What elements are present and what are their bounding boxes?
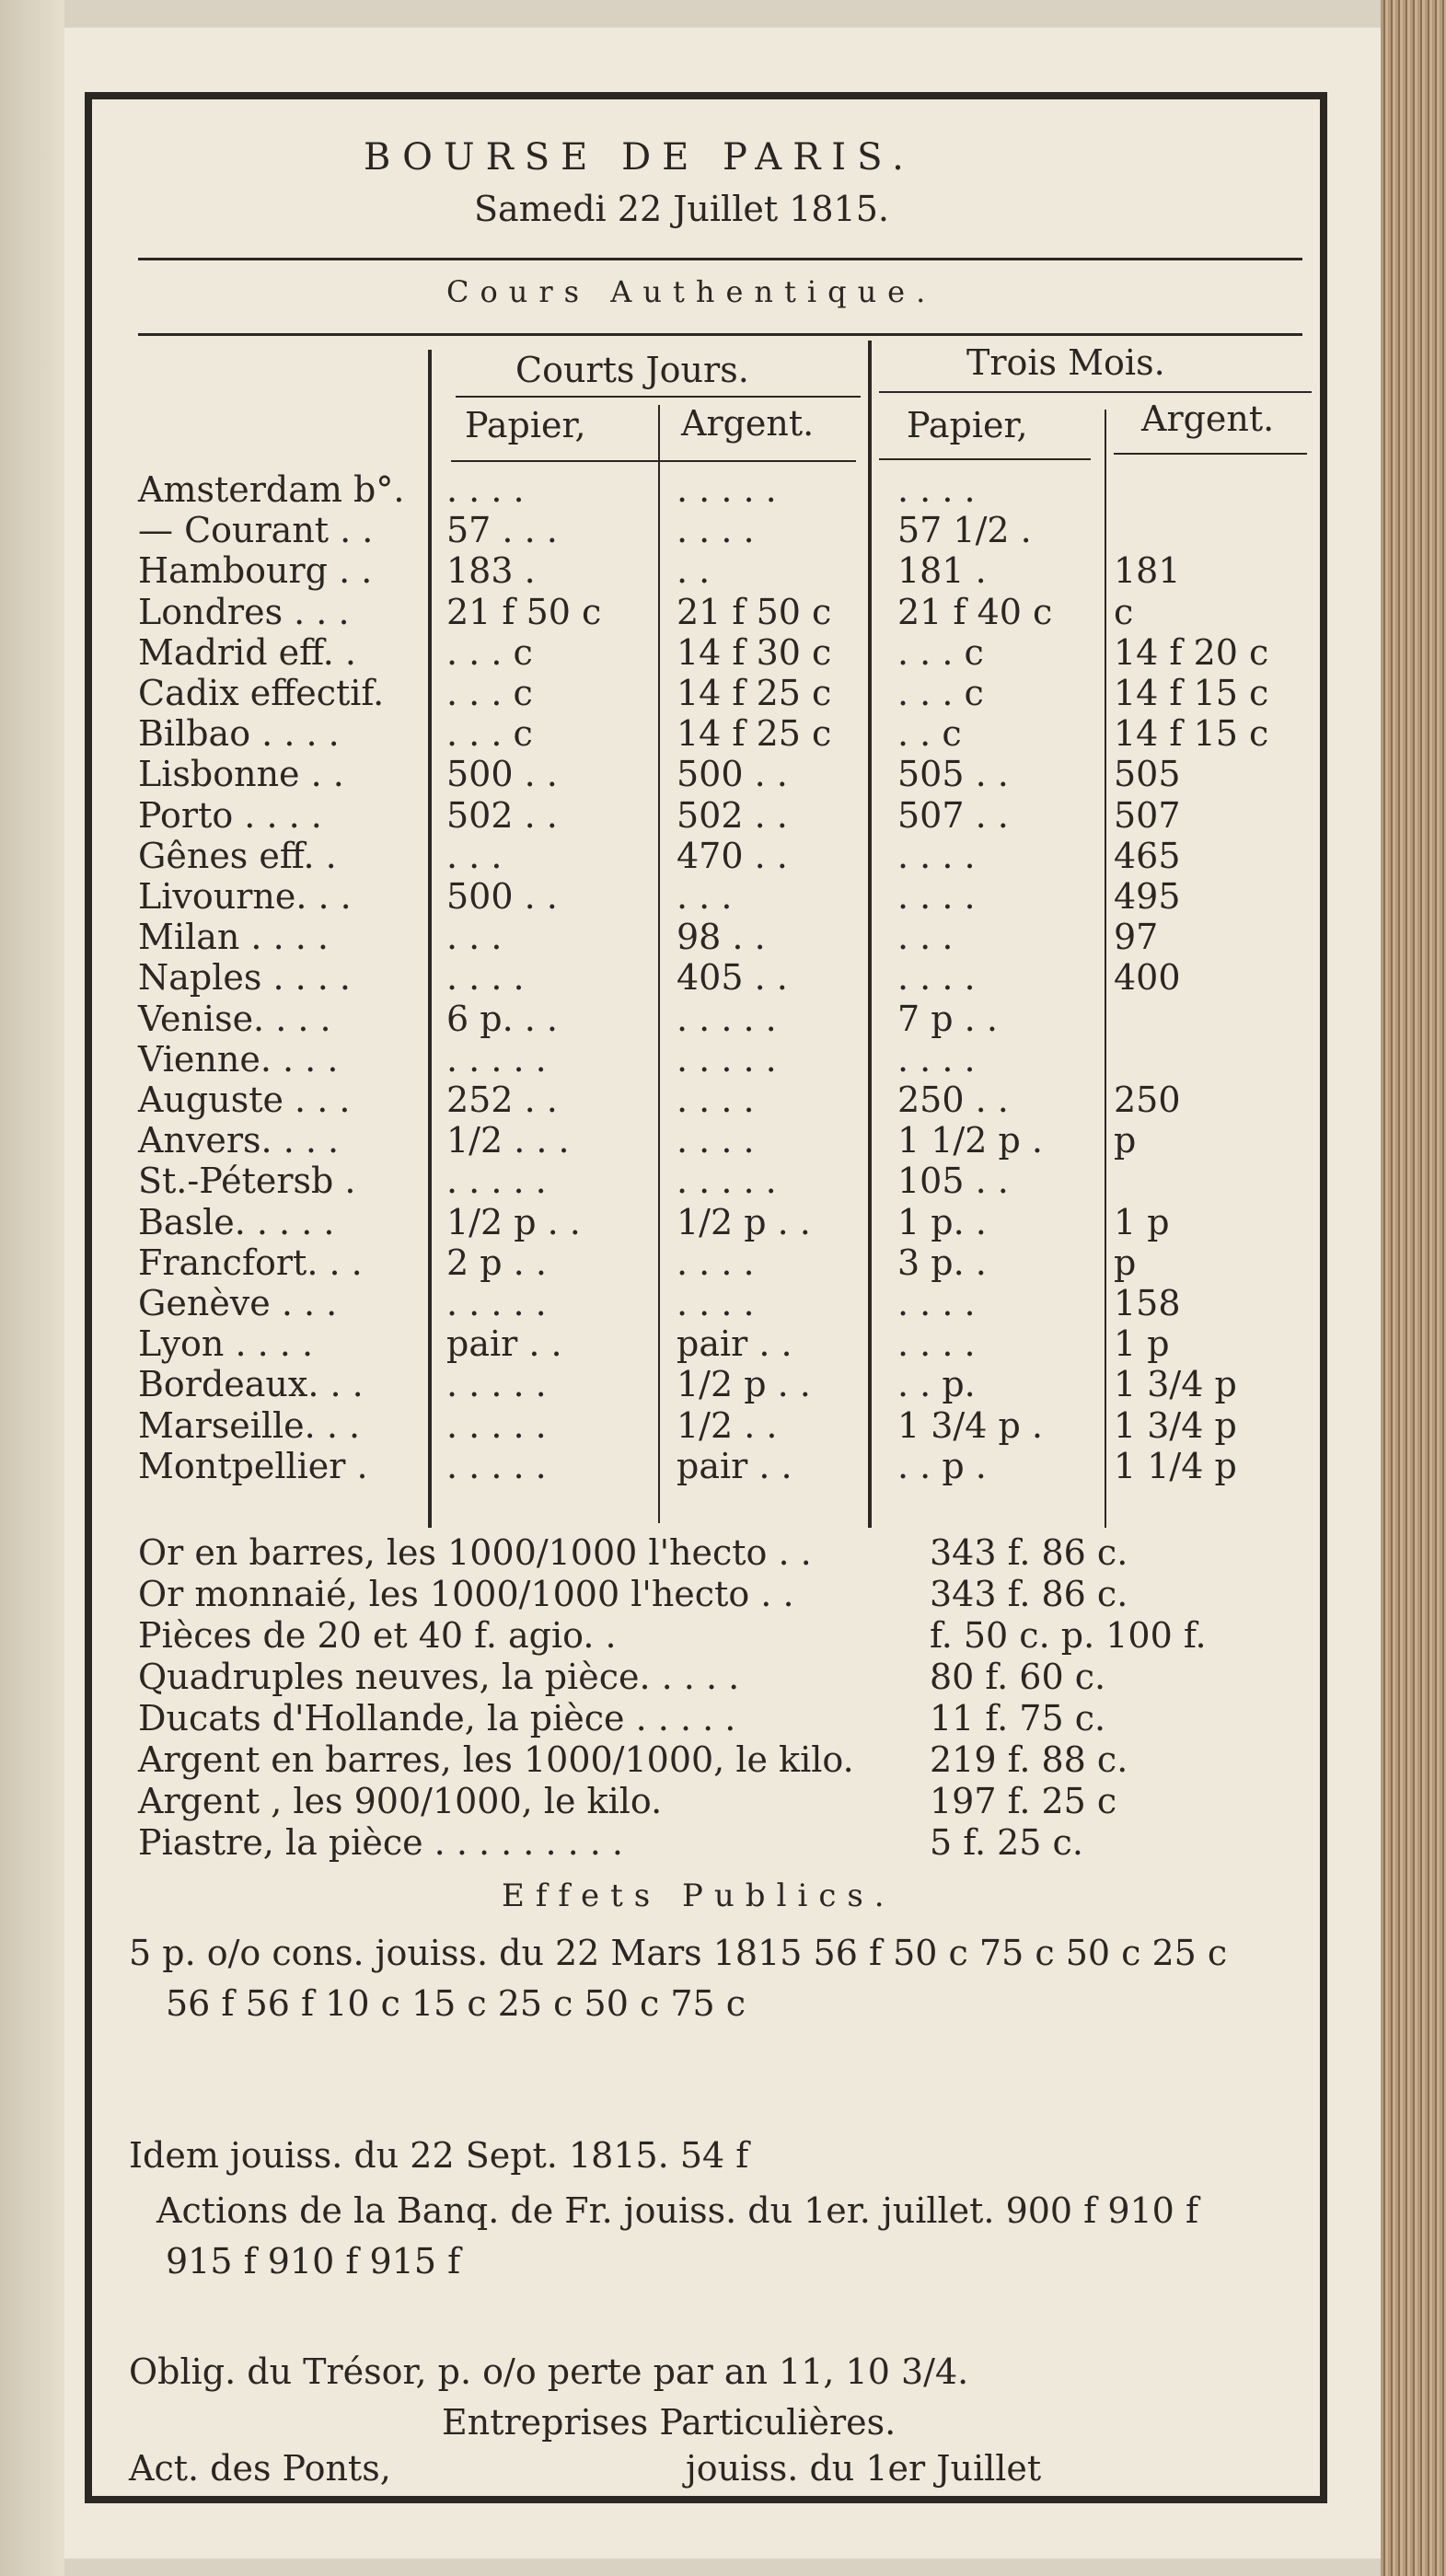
- row-cell-c3: . . . c: [897, 632, 984, 673]
- row-place: Montpellier .: [138, 1446, 368, 1486]
- row-cell-c2: 500 . .: [677, 754, 788, 794]
- row-cell-c2: pair . .: [677, 1446, 792, 1486]
- row-cell-c2: . . . . .: [677, 1039, 777, 1080]
- row-cell-c3: . . c: [897, 713, 962, 754]
- row-cell-c2: 502 . .: [677, 795, 788, 836]
- row-cell-c2: 470 . .: [677, 836, 788, 876]
- col-header-argent-2: Argent.: [1141, 399, 1275, 439]
- row-place: Basle. . . . .: [138, 1202, 335, 1242]
- row-place: Bilbao . . . .: [138, 713, 340, 754]
- row-cell-c1: 57 . . .: [446, 510, 558, 550]
- header-rule: [138, 258, 1302, 260]
- row-cell-c1: . . . . .: [446, 1364, 547, 1404]
- row-cell-c3: 250 . .: [897, 1080, 1009, 1120]
- row-place: — Courant . .: [138, 510, 374, 550]
- row-cell-c1: . . . c: [446, 713, 533, 754]
- row-cell-c2: . . .: [677, 876, 733, 917]
- metal-label: Quadruples neuves, la pièce. . . . .: [138, 1657, 740, 1697]
- row-cell-c2: 14 f 30 c: [677, 632, 832, 673]
- header-underline-right: [1114, 453, 1307, 455]
- row-cell-c2: . . . . .: [677, 999, 777, 1039]
- row-cell-c3: . . . .: [897, 1283, 976, 1323]
- row-place: Lyon . . . .: [138, 1323, 314, 1364]
- metal-label: Piastre, la pièce . . . . . . . . .: [138, 1822, 624, 1863]
- row-place: Auguste . . .: [138, 1080, 351, 1120]
- row-cell-c2: 14 f 25 c: [677, 713, 832, 754]
- page-edges: [1381, 0, 1446, 2576]
- col-header-papier-2: Papier,: [907, 405, 1028, 445]
- col-rule-3: [868, 341, 872, 1528]
- row-cell-c2: . . . . .: [677, 1161, 777, 1201]
- row-cell-c4: 1 3/4 p: [1114, 1405, 1237, 1446]
- metal-value: 197 f. 25 c: [930, 1781, 1117, 1821]
- row-cell-c3: . . . c: [897, 673, 984, 713]
- row-cell-c1: . . . . .: [446, 1405, 547, 1446]
- row-cell-c1: pair . .: [446, 1323, 562, 1364]
- row-place: Milan . . . .: [138, 917, 329, 957]
- effets-line-6: Oblig. du Trésor, p. o/o perte par an 11, 10 3/4.: [129, 2351, 969, 2392]
- row-cell-c3: 181 .: [897, 550, 987, 591]
- row-cell-c2: 98 . .: [677, 917, 766, 957]
- effets-line-8: jouiss. du 1er Juillet: [686, 2448, 1042, 2489]
- book-gutter: [0, 0, 64, 2576]
- row-place: Bordeaux. . .: [138, 1364, 364, 1404]
- row-cell-c1: . . . .: [446, 957, 525, 998]
- row-cell-c4: 1 p: [1114, 1202, 1170, 1242]
- entreprises-heading: Entreprises Particulières.: [442, 2402, 897, 2443]
- row-cell-c4: 505: [1114, 754, 1181, 794]
- group-header-courts-jours: Courts Jours.: [515, 350, 749, 390]
- row-place: Livourne. . .: [138, 876, 352, 917]
- row-place: Londres . . .: [138, 592, 350, 632]
- row-place: Porto . . . .: [138, 795, 322, 836]
- col-rule-4: [1105, 410, 1106, 1528]
- row-cell-c1: 1/2 p . .: [446, 1202, 581, 1242]
- row-cell-c4: 181: [1114, 550, 1181, 591]
- row-cell-c2: . . . .: [677, 510, 755, 550]
- row-cell-c3: 1 p. .: [897, 1202, 987, 1242]
- group-header-trois-mois: Trois Mois.: [966, 342, 1165, 383]
- row-cell-c1: . . . .: [446, 469, 525, 510]
- row-cell-c3: 1 1/2 p .: [897, 1120, 1043, 1161]
- row-cell-c2: . . . .: [677, 1283, 755, 1323]
- metal-label: Argent , les 900/1000, le kilo.: [138, 1781, 663, 1821]
- col-header-papier-1: Papier,: [465, 405, 586, 445]
- row-place: Venise. . . .: [138, 999, 331, 1039]
- row-cell-c3: 505 . .: [897, 754, 1009, 794]
- row-cell-c4: p: [1114, 1120, 1137, 1161]
- row-cell-c4: 1 p: [1114, 1323, 1170, 1364]
- row-cell-c2: 1/2 . .: [677, 1405, 778, 1446]
- page-title: BOURSE DE PARIS.: [364, 136, 915, 179]
- row-cell-c2: . .: [677, 550, 711, 591]
- row-cell-c3: . . p.: [897, 1364, 976, 1404]
- row-cell-c1: 183 .: [446, 550, 536, 591]
- row-cell-c1: . . . . .: [446, 1283, 547, 1323]
- row-cell-c1: . . .: [446, 917, 503, 957]
- col-rule-1: [428, 350, 432, 1528]
- row-cell-c4: 465: [1114, 836, 1181, 876]
- page-date: Samedi 22 Juillet 1815.: [474, 189, 889, 229]
- row-cell-c1: . . .: [446, 836, 503, 876]
- row-cell-c1: 502 . .: [446, 795, 558, 836]
- row-cell-c1: . . . . .: [446, 1039, 547, 1080]
- row-place: Francfort. . .: [138, 1242, 363, 1283]
- row-place: Genève . . .: [138, 1283, 338, 1323]
- row-cell-c1: . . . . .: [446, 1161, 547, 1201]
- group-rule-right: [879, 391, 1312, 393]
- row-cell-c1: 252 . .: [446, 1080, 558, 1120]
- metal-value: 343 f. 86 c.: [930, 1532, 1128, 1573]
- effets-line-1: 5 p. o/o cons. jouiss. du 22 Mars 1815 56 f 50 c 75 c 50 c 25 c: [129, 1933, 1228, 1973]
- row-cell-c3: . . p .: [897, 1446, 987, 1486]
- row-cell-c3: 507 . .: [897, 795, 1009, 836]
- row-cell-c4: c: [1114, 592, 1134, 632]
- row-cell-c2: . . . .: [677, 1242, 755, 1283]
- col-rule-2: [658, 405, 660, 1523]
- row-place: Amsterdam b°.: [138, 469, 405, 510]
- row-cell-c2: 21 f 50 c: [677, 592, 832, 632]
- row-cell-c3: 105 . .: [897, 1161, 1009, 1201]
- row-cell-c4: 97: [1114, 917, 1159, 957]
- row-place: Gênes eff. .: [138, 836, 337, 876]
- row-cell-c1: 2 p . .: [446, 1242, 547, 1283]
- metal-label: Pièces de 20 et 40 f. agio. .: [138, 1615, 617, 1656]
- row-cell-c2: . . . .: [677, 1120, 755, 1161]
- row-cell-c2: pair . .: [677, 1323, 792, 1364]
- row-cell-c4: 158: [1114, 1283, 1181, 1323]
- row-cell-c3: 3 p. .: [897, 1242, 987, 1283]
- row-place: Anvers. . . .: [138, 1120, 340, 1161]
- row-cell-c2: 405 . .: [677, 957, 788, 998]
- row-cell-c2: . . . . .: [677, 469, 777, 510]
- row-cell-c1: . . . . .: [446, 1446, 547, 1486]
- row-cell-c2: 1/2 p . .: [677, 1364, 811, 1404]
- row-cell-c2: 14 f 25 c: [677, 673, 832, 713]
- effets-line-3: Idem jouiss. du 22 Sept. 1815. 54 f: [129, 2135, 749, 2176]
- row-place: Vienne. . . .: [138, 1039, 339, 1080]
- metal-label: Argent en barres, les 1000/1000, le kilo.: [138, 1739, 854, 1780]
- row-cell-c4: 1 3/4 p: [1114, 1364, 1237, 1404]
- header-underline-mid: [879, 458, 1091, 460]
- row-cell-c1: . . . c: [446, 673, 533, 713]
- row-place: Cadix effectif.: [138, 673, 385, 713]
- row-cell-c4: 14 f 15 c: [1114, 673, 1269, 713]
- metal-label: Or en barres, les 1000/1000 l'hecto . .: [138, 1532, 812, 1573]
- metal-label: Ducats d'Hollande, la pièce . . . . .: [138, 1698, 736, 1739]
- row-cell-c1: . . . c: [446, 632, 533, 673]
- metal-value: 80 f. 60 c.: [930, 1657, 1106, 1697]
- row-cell-c3: . . . .: [897, 836, 976, 876]
- row-cell-c4: 14 f 15 c: [1114, 713, 1269, 754]
- effets-heading: Effets Publics.: [502, 1877, 896, 1914]
- metal-value: f. 50 c. p. 100 f.: [930, 1615, 1207, 1656]
- row-cell-c3: . . .: [897, 917, 954, 957]
- row-place: Lisbonne . .: [138, 754, 344, 794]
- row-cell-c3: . . . .: [897, 1039, 976, 1080]
- effets-line-5: 915 f 910 f 915 f: [166, 2241, 461, 2281]
- effets-line-4: Actions de la Banq. de Fr. jouiss. du 1er. juillet. 900 f 910 f: [156, 2190, 1199, 2231]
- row-cell-c2: 1/2 p . .: [677, 1202, 811, 1242]
- metal-value: 5 f. 25 c.: [930, 1822, 1083, 1863]
- row-cell-c3: . . . .: [897, 1323, 976, 1364]
- row-cell-c3: 1 3/4 p .: [897, 1405, 1043, 1446]
- row-cell-c4: 495: [1114, 876, 1181, 917]
- row-cell-c3: 21 f 40 c: [897, 592, 1053, 632]
- row-cell-c1: 500 . .: [446, 754, 558, 794]
- effets-line-7: Act. des Ponts,: [129, 2448, 391, 2489]
- row-place: Madrid eff. .: [138, 632, 356, 673]
- row-cell-c1: 6 p. . .: [446, 999, 558, 1039]
- row-place: Hambourg . .: [138, 550, 373, 591]
- row-cell-c4: 1 1/4 p: [1114, 1446, 1237, 1486]
- metal-value: 219 f. 88 c.: [930, 1739, 1128, 1780]
- row-cell-c1: 500 . .: [446, 876, 558, 917]
- row-cell-c3: 57 1/2 .: [897, 510, 1032, 550]
- row-cell-c4: p: [1114, 1242, 1137, 1283]
- metal-value: 11 f. 75 c.: [930, 1698, 1106, 1739]
- effets-line-2: 56 f 56 f 10 c 15 c 25 c 50 c 75 c: [166, 1983, 746, 2024]
- group-rule-left: [456, 396, 861, 398]
- row-cell-c4: 14 f 20 c: [1114, 632, 1269, 673]
- row-cell-c4: 507: [1114, 795, 1181, 836]
- row-cell-c1: 21 f 50 c: [446, 592, 602, 632]
- row-cell-c4: 400: [1114, 957, 1181, 998]
- section-heading: Cours Authentique.: [446, 274, 937, 309]
- metal-value: 343 f. 86 c.: [930, 1574, 1128, 1614]
- row-cell-c4: 250: [1114, 1080, 1181, 1120]
- metal-label: Or monnaié, les 1000/1000 l'hecto . .: [138, 1574, 794, 1614]
- row-place: Naples . . . .: [138, 957, 352, 998]
- row-cell-c3: . . . .: [897, 957, 976, 998]
- row-place: Marseille. . .: [138, 1405, 361, 1446]
- row-cell-c3: 7 p . .: [897, 999, 998, 1039]
- section-rule: [138, 333, 1302, 336]
- row-cell-c3: . . . .: [897, 876, 976, 917]
- row-place: St.-Pétersb .: [138, 1161, 356, 1201]
- header-underline-left: [451, 460, 856, 462]
- row-cell-c2: . . . .: [677, 1080, 755, 1120]
- row-cell-c3: . . . .: [897, 469, 976, 510]
- col-header-argent-1: Argent.: [681, 403, 815, 444]
- row-cell-c1: 1/2 . . .: [446, 1120, 570, 1161]
